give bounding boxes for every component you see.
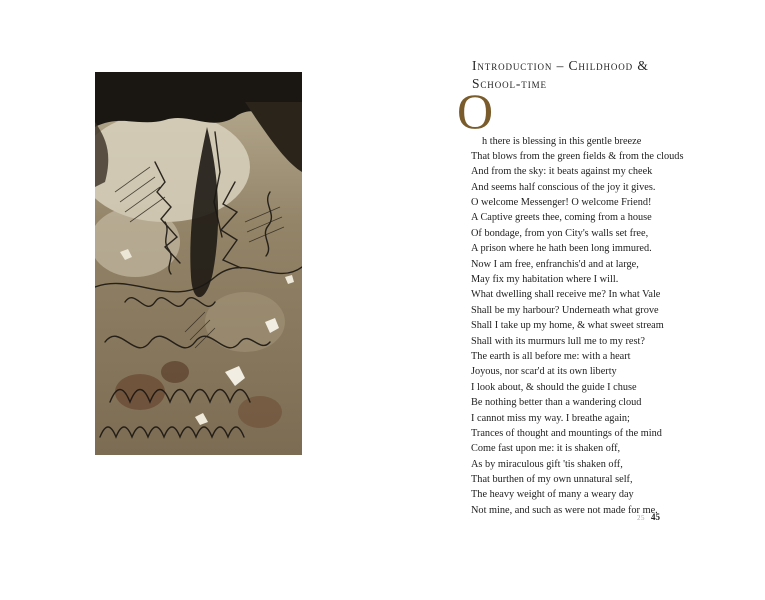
poem-line: Now I am free, enfranchis'd and at large,	[471, 258, 639, 270]
poem-line: Shall I take up my home, & what sweet stream	[471, 320, 664, 332]
poem-line: Shall with its murmurs lull me to my rest?	[471, 335, 645, 347]
poem-line: That blows from the green fields & from the clouds	[471, 150, 684, 162]
poem-line: As by miraculous gift 'tis shaken off,	[471, 458, 623, 470]
poem-line: Joyous, nor scar'd at its own liberty	[471, 366, 617, 378]
poem-line: Be nothing better than a wandering cloud	[471, 397, 642, 409]
poem-line: Of bondage, from yon City's walls set free,	[471, 227, 649, 239]
poem-line: Shall be my harbour? Underneath what grove	[471, 304, 659, 316]
poem-line: A prison where he hath been long immured.	[471, 243, 652, 255]
poem-line: Not mine, and such as were not made for me.	[471, 504, 658, 516]
poem-line: That burthen of my own unnatural self,	[471, 474, 633, 486]
drop-cap: O	[457, 83, 494, 139]
page-heading	[472, 57, 712, 93]
poem-line: And seems half conscious of the joy it gives.	[471, 181, 656, 193]
heading-line: School-time	[472, 76, 547, 91]
heading-line: Introduction – Childhood &	[472, 58, 649, 73]
poem-line: The earth is all before me: with a heart	[471, 350, 631, 362]
poem-line: I cannot miss my way. I breathe again;	[471, 412, 630, 424]
poem-line: O welcome Messenger! O welcome Friend!	[471, 197, 652, 209]
poem-line: And from the sky: it beats against my cheek	[471, 166, 653, 178]
secondary-page-number: 25	[637, 514, 645, 522]
poem-line: May fix my habitation where I will.	[471, 274, 619, 286]
poem-text	[471, 134, 711, 519]
poem-line: Come fast upon me: it is shaken off,	[471, 443, 621, 455]
poem-line: Trances of thought and mountings of the mind	[471, 427, 662, 439]
primary-page-number: 45	[651, 512, 660, 522]
poem-line: h there is blessing in this gentle breeze	[482, 135, 642, 147]
page-number	[600, 507, 660, 525]
abstract-ink-painting-icon	[95, 72, 302, 455]
poem-line: A Captive greets thee, coming from a house	[471, 212, 652, 224]
poem-line: The heavy weight of many a weary day	[471, 489, 634, 501]
poem-line: I look about, & should the guide I chuse	[471, 381, 637, 393]
poem-line: What dwelling shall receive me? In what Vale	[471, 289, 661, 301]
